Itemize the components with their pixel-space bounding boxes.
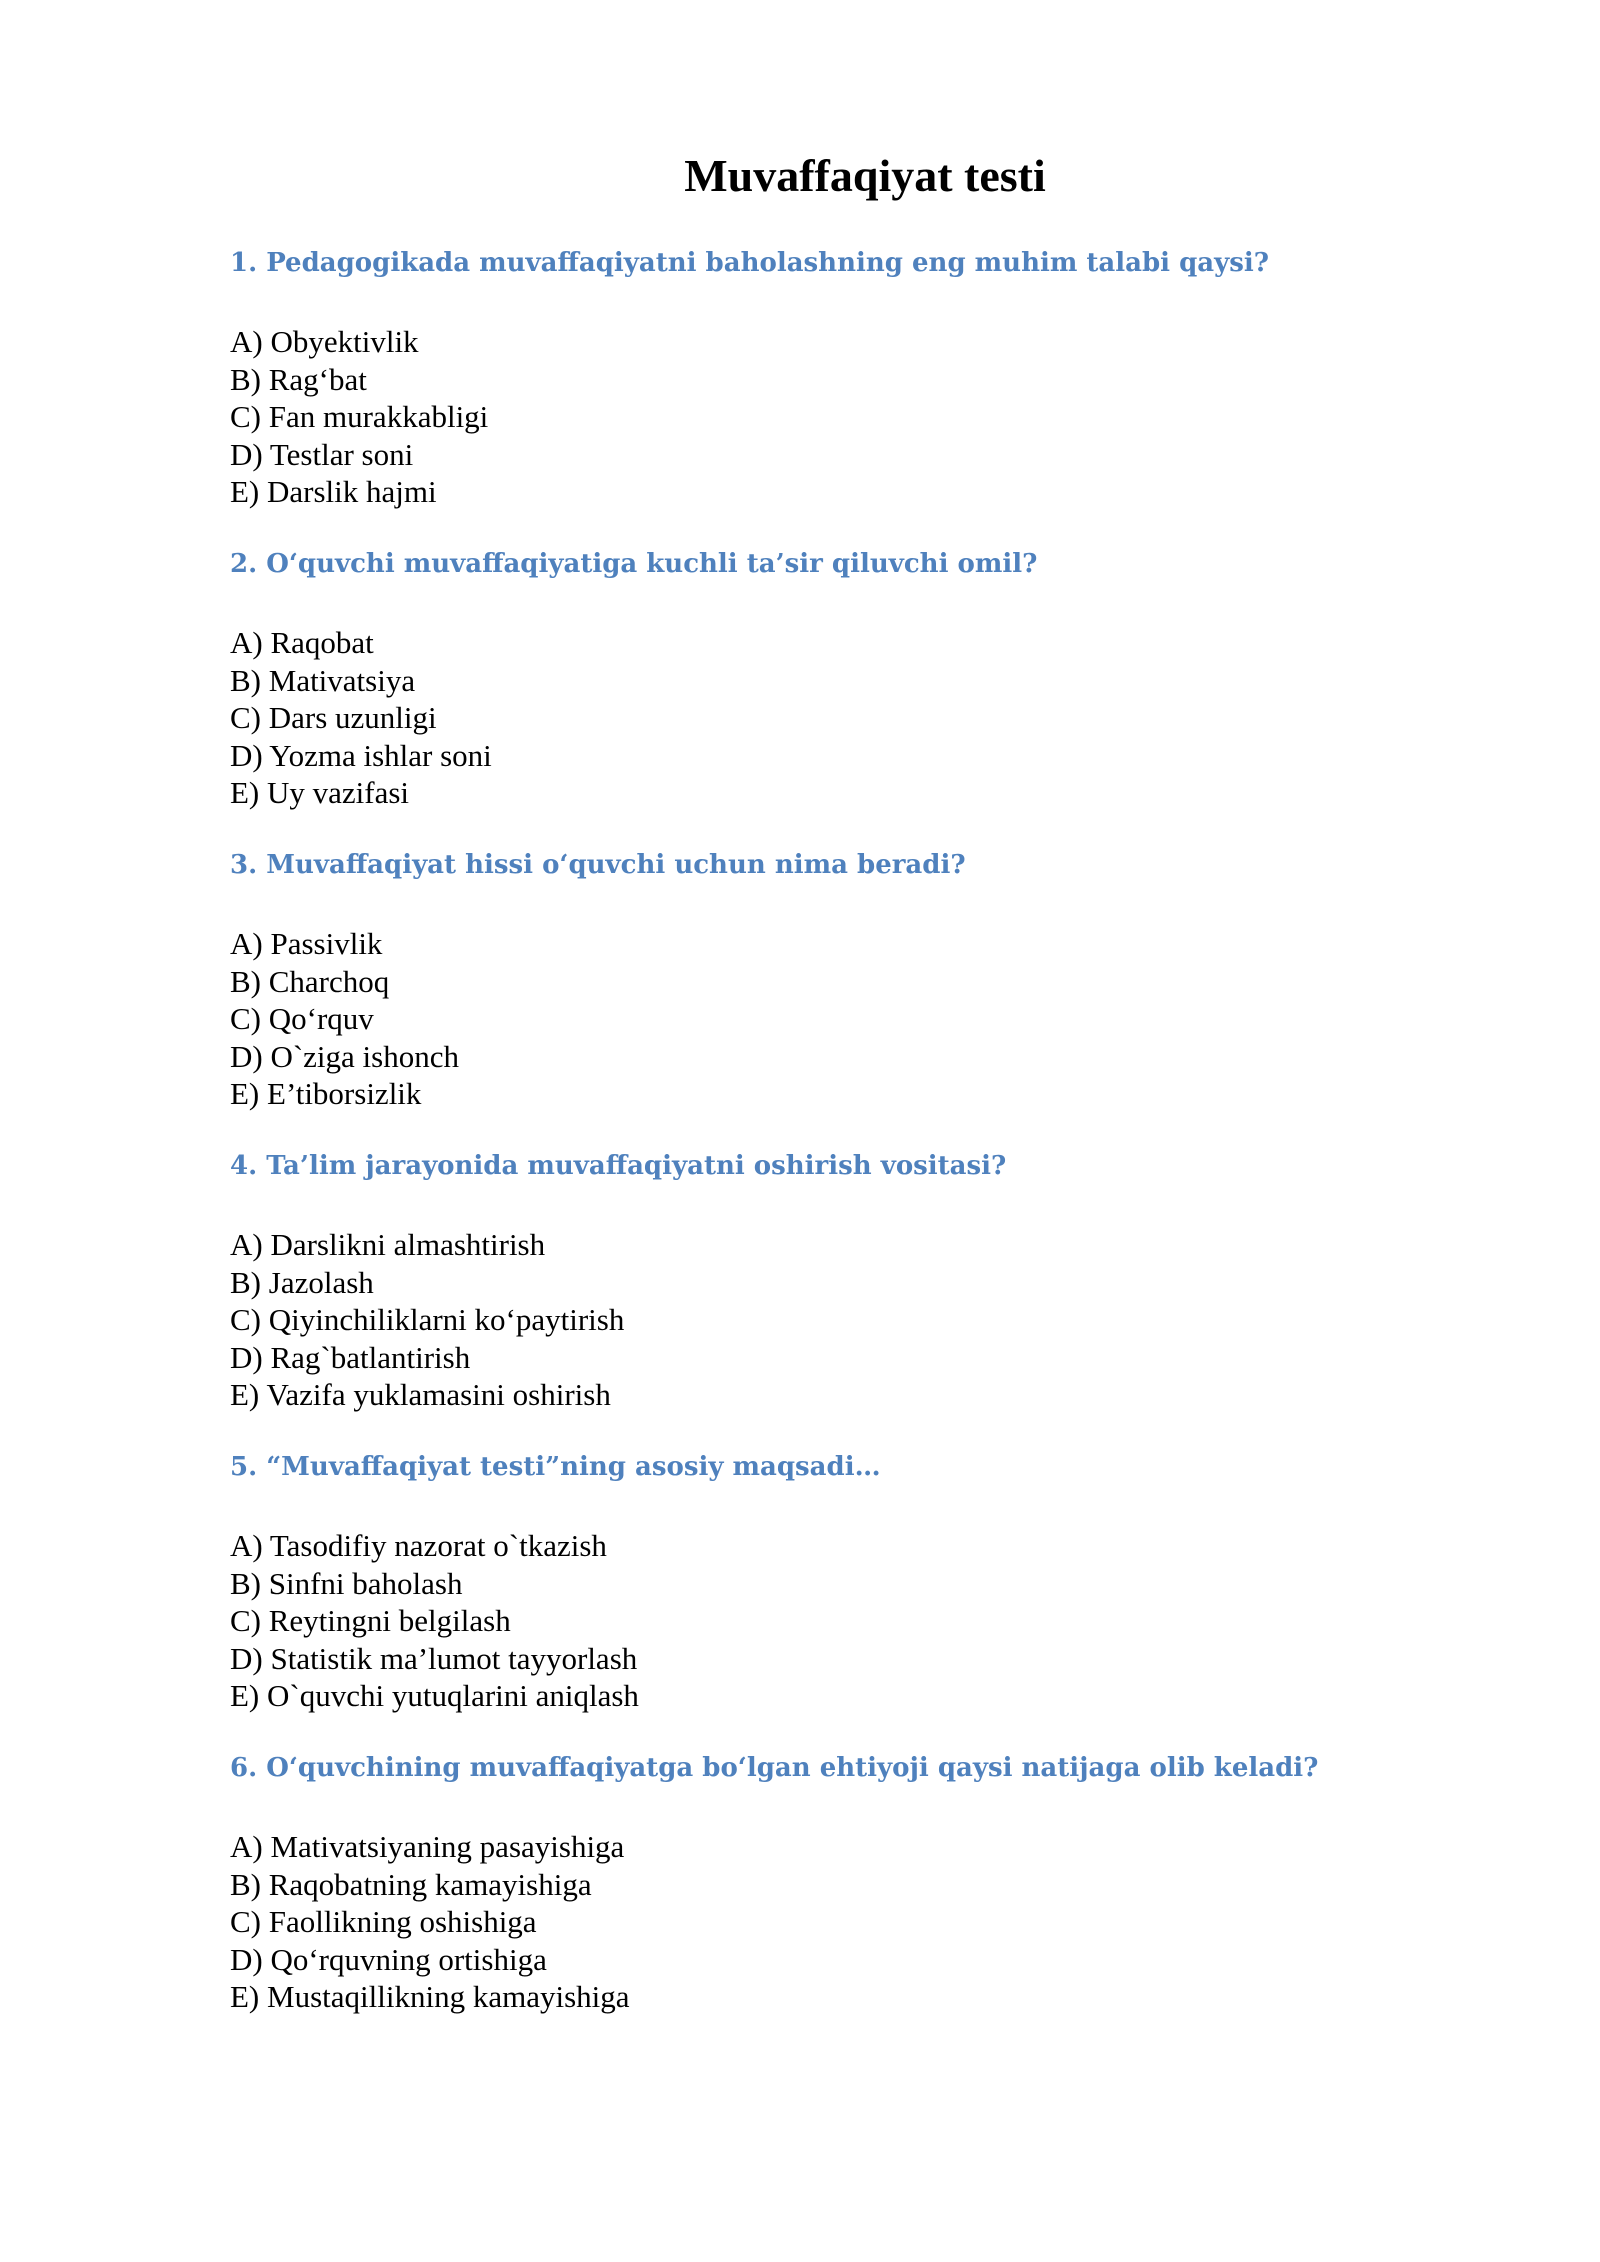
question-1 xyxy=(230,245,1430,511)
option-a: A) Tasodifiy nazorat o`tkazish xyxy=(230,1528,607,1563)
option-e: E) Uy vazifasi xyxy=(230,775,410,810)
option-d: D) O`ziga ishonch xyxy=(230,1038,459,1074)
option-a: A) Mativatsiyaning pasayishiga xyxy=(230,1829,625,1864)
question-5 xyxy=(230,1449,1430,1715)
question-4 xyxy=(230,1148,1430,1414)
answer-options xyxy=(230,1527,1430,1715)
option-d: D) Qo‘rquvning ortishiga xyxy=(230,1941,547,1977)
question-text: 5. “Muvaffaqiyat testi”ning asosiy maqsadi… xyxy=(230,1452,881,1482)
option-a: A) Darslikni almashtirish xyxy=(230,1227,546,1262)
option-c: C) Dars uzunligi xyxy=(230,700,437,735)
option-c: C) Fan murakkabligi xyxy=(230,399,489,434)
answer-options xyxy=(230,323,1430,511)
option-b: B) Raqobatning kamayishiga xyxy=(230,1866,592,1902)
question-text: 2. O‘quvchi muvaffaqiyatiga kuchli ta’sir qiluvchi omil? xyxy=(230,549,1038,579)
option-e: E) Vazifa yuklamasini oshirish xyxy=(230,1377,611,1412)
option-e: E) Darslik hajmi xyxy=(230,474,437,509)
question-text: 1. Pedagogikada muvaffaqiyatni baholashning eng muhim talabi qaysi? xyxy=(230,248,1269,278)
answer-options xyxy=(230,925,1430,1113)
option-c: C) Qiyinchiliklarni ko‘paytirish xyxy=(230,1302,625,1337)
option-d: D) Yozma ishlar soni xyxy=(230,737,492,773)
question-3 xyxy=(230,847,1430,1113)
option-c: C) Reytingni belgilash xyxy=(230,1603,511,1638)
option-e: E) E’tiborsizlik xyxy=(230,1076,422,1111)
question-text: 6. O‘quvchining muvaffaqiyatga bo‘lgan ehtiyoji qaysi natijaga olib keladi? xyxy=(230,1753,1319,1783)
question-2 xyxy=(230,546,1430,812)
page-title: Muvaffaqiyat testi xyxy=(684,150,1046,201)
option-a: A) Passivlik xyxy=(230,926,383,961)
question-text: 3. Muvaffaqiyat hissi o‘quvchi uchun nima beradi? xyxy=(230,850,966,880)
option-e: E) Mustaqillikning kamayishiga xyxy=(230,1979,630,2014)
option-b: B) Charchoq xyxy=(230,963,390,999)
option-d: D) Testlar soni xyxy=(230,436,414,472)
option-b: B) Jazolash xyxy=(230,1264,374,1300)
question-text: 4. Ta’lim jarayonida muvaffaqiyatni oshirish vositasi? xyxy=(230,1151,1007,1181)
answer-options xyxy=(230,624,1430,812)
option-a: A) Obyektivlik xyxy=(230,324,419,359)
option-b: B) Mativatsiya xyxy=(230,662,416,698)
option-a: A) Raqobat xyxy=(230,625,374,660)
option-e: E) O`quvchi yutuqlarini aniqlash xyxy=(230,1678,639,1713)
option-c: C) Faollikning oshishiga xyxy=(230,1904,537,1939)
option-b: B) Rag‘bat xyxy=(230,361,367,397)
answer-options xyxy=(230,1828,1430,2016)
option-d: D) Rag`batlantirish xyxy=(230,1339,471,1375)
option-d: D) Statistik ma’lumot tayyorlash xyxy=(230,1640,638,1676)
option-b: B) Sinfni baholash xyxy=(230,1565,463,1601)
question-6 xyxy=(230,1750,1430,2016)
option-c: C) Qo‘rquv xyxy=(230,1001,374,1036)
answer-options xyxy=(230,1226,1430,1414)
